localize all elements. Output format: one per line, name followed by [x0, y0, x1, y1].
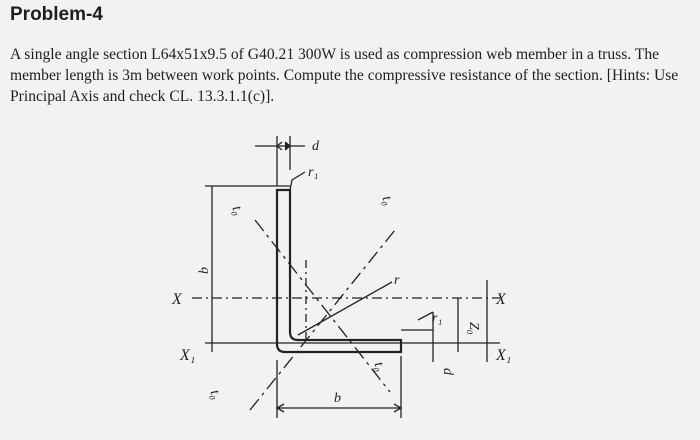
label-x1-right: X₁: [496, 347, 512, 364]
label-r1-right: r₁: [432, 311, 443, 326]
problem-heading: Problem-4: [10, 4, 103, 25]
label-t0-upper-right: t₀: [378, 193, 396, 208]
principal-axis-1: [255, 220, 390, 392]
label-d: d: [312, 139, 319, 154]
principal-axis-2: [250, 230, 395, 410]
label-t0-lower-left: t₀: [206, 387, 224, 402]
problem-statement: A single angle section L64x51x9.5 of G40.21 300W is used as compression web member in a truss. The member length is 3m between work points. Compute the compressive resistance of the section. [Hints: Use Principal Axis and check CL. 13.3.1.1(c)].: [10, 46, 679, 105]
label-t0-upper-left: t₀: [228, 203, 246, 218]
label-z0: Z₀: [466, 322, 481, 335]
label-r1-top: r₁: [308, 165, 319, 180]
label-x1-left: X₁: [180, 347, 196, 364]
label-b-vertical: b: [197, 267, 212, 274]
label-b-bottom: b: [334, 391, 341, 406]
label-r: r: [394, 273, 400, 288]
r-axis: [298, 282, 392, 335]
label-x-left: X: [172, 291, 182, 308]
label-d-right: d: [440, 368, 455, 375]
label-t0-lower-right: t₀: [370, 359, 388, 374]
label-x-right: X: [496, 291, 506, 308]
